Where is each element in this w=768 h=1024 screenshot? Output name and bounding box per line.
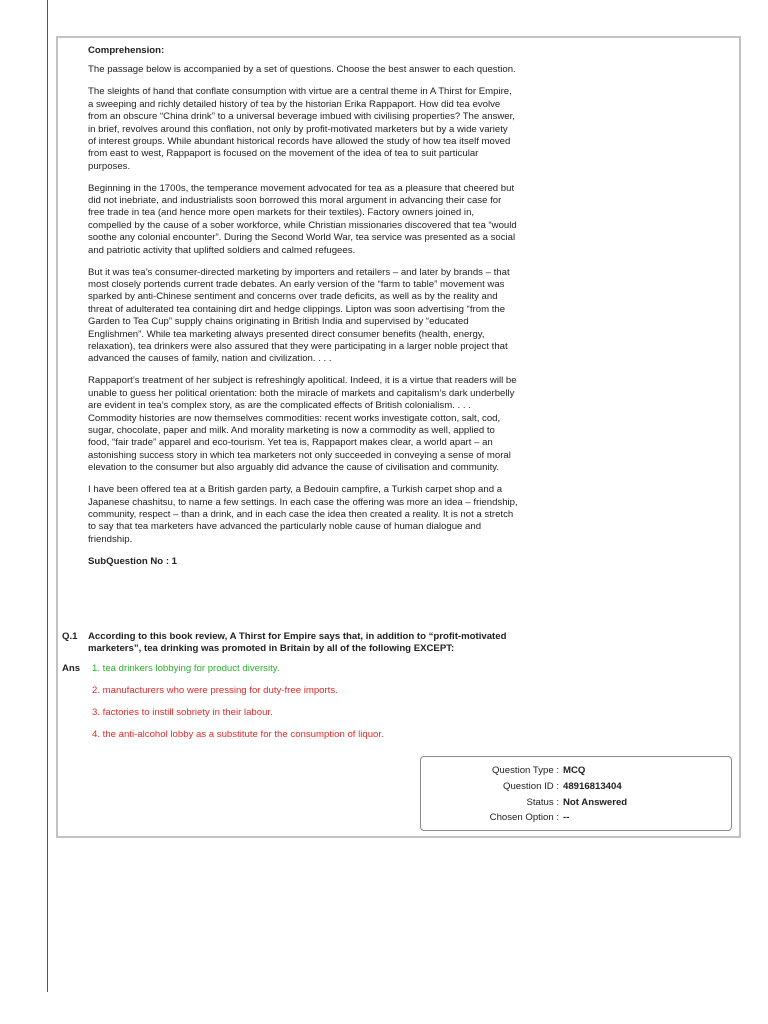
status-label: Status : [526,797,559,808]
passage-paragraph-4: Rappaport’s treatment of her subject is refreshingly apolitical. Indeed, it is a virtue that readers will be unable to guess her political orientation: both the miracle of markets and capitalism’s dark underbelly are evident in tea’s complex story, as are the complicated effects of British colonialism. . . . Commodity histories are now themselves commodities: recent works investigate cotton, salt, cod, sugar, chocolate, paper and milk. And morality marketing is now a commodity as well, applied to food, “fair trade” apparel and eco-tourism. Yet tea is, Rappaport makes clear, a world apart – an astonishing success story in which tea marketers not only succeeded in conveying a sense of moral elevation to the consumer but also arguably did advance the cause of civilisation and community. [88,375,517,474]
answer-label: Ans [62,663,81,674]
status-value: Not Answered [563,797,628,808]
info-row-question-id [421,781,731,795]
info-row-question-type [421,765,731,779]
passage-paragraph-5: I have been offered tea at a British garden party, a Bedouin campfire, a Turkish carpet shop and a Japanese chashitsu, to name a few settings. In each case the offering was more an idea – friendship, community, respect – than a drink, and in each case the idea then created a reality. It is not a stretch to say that tea marketers have advanced the particularly noble cause of human dialogue and friendship. [88,484,518,545]
page-left-rule [47,0,48,992]
passage-paragraph-1: The sleights of hand that conflate consumption with virtue are a central theme in A Thirst for Empire, a sweeping and richly detailed history of tea by the historian Erika Rappaport. How did tea evolve from an obscure “China drink” to a universal beverage imbued with civilising properties? The answer, in brief, revolves around this conflation, not only by profit-motivated marketers but by a wide variety of interest groups. While abundant historical records have allowed the study of how tea itself moved from east to west, Rappaport is focused on the movement of the idea of tea to suit particular purposes. [88,86,515,172]
info-row-chosen-option [421,812,731,826]
question-info-box [420,756,732,831]
answer-option-2: 2. manufacturers who were pressing for duty-free imports. [92,685,338,696]
question-type-value: MCQ [563,765,586,776]
answer-option-1: 1. tea drinkers lobbying for product diversity. [92,663,280,674]
chosen-option-label: Chosen Option : [489,812,559,823]
subquestion-number: SubQuestion No : 1 [88,555,178,567]
answer-option-3: 3. factories to instill sobriety in their labour. [92,707,273,718]
comprehension-heading: Comprehension: [88,45,165,56]
question-id-label: Question ID : [503,781,559,792]
question-text: According to this book review, A Thirst for Empire says that, in addition to “profit-motivated marketers”, tea drinking was promoted in Britain by all of the following EXCEPT: [88,631,507,655]
answer-option-4: 4. the anti-alcohol lobby as a substitute for the consumption of liquor. [92,729,384,740]
passage-paragraph-3: But it was tea’s consumer-directed marketing by importers and retailers – and later by brands – that most closely portends current trade debates. An early version of the “farm to table” movement was sparked by anti-Chinese sentiment and concerns over trade deficits, as well as by the reality and threat of adulterated tea containing dirt and hedge clippings. Lipton was soon advertising “from the Garden to Tea Cup” supply chains originating in British India and supervised by “educated Englishmen”. While tea marketing always presented direct consumer benefits (health, energy, relaxation), tea drinkers were also assured that they were participating in a larger noble project that advanced the causes of family, nation and civilization. . . . [88,266,510,365]
question-number: Q.1 [62,631,78,642]
question-type-label: Question Type : [491,765,559,776]
chosen-option-value: -- [563,812,570,823]
comprehension-intro: The passage below is accompanied by a set of questions. Choose the best answer to each question. [88,64,516,76]
question-id-value: 48916813404 [563,781,622,792]
info-row-status [421,797,731,811]
comprehension-section [88,45,518,573]
passage-paragraph-2: Beginning in the 1700s, the temperance movement advocated for tea as a pleasure that cheered but did not inebriate, and industrialists soon borrowed this moral argument in advancing their case for free trade in tea (and hence more open markets for their textiles). Factory owners joined in, compelled by the cause of a sober workforce, while Christian missionaries discovered that tea “would soothe any colonial encounter”. During the Second World War, tea service was presented as a social and patriotic activity that uplifted soldiers and calmed refugees. [88,182,517,256]
